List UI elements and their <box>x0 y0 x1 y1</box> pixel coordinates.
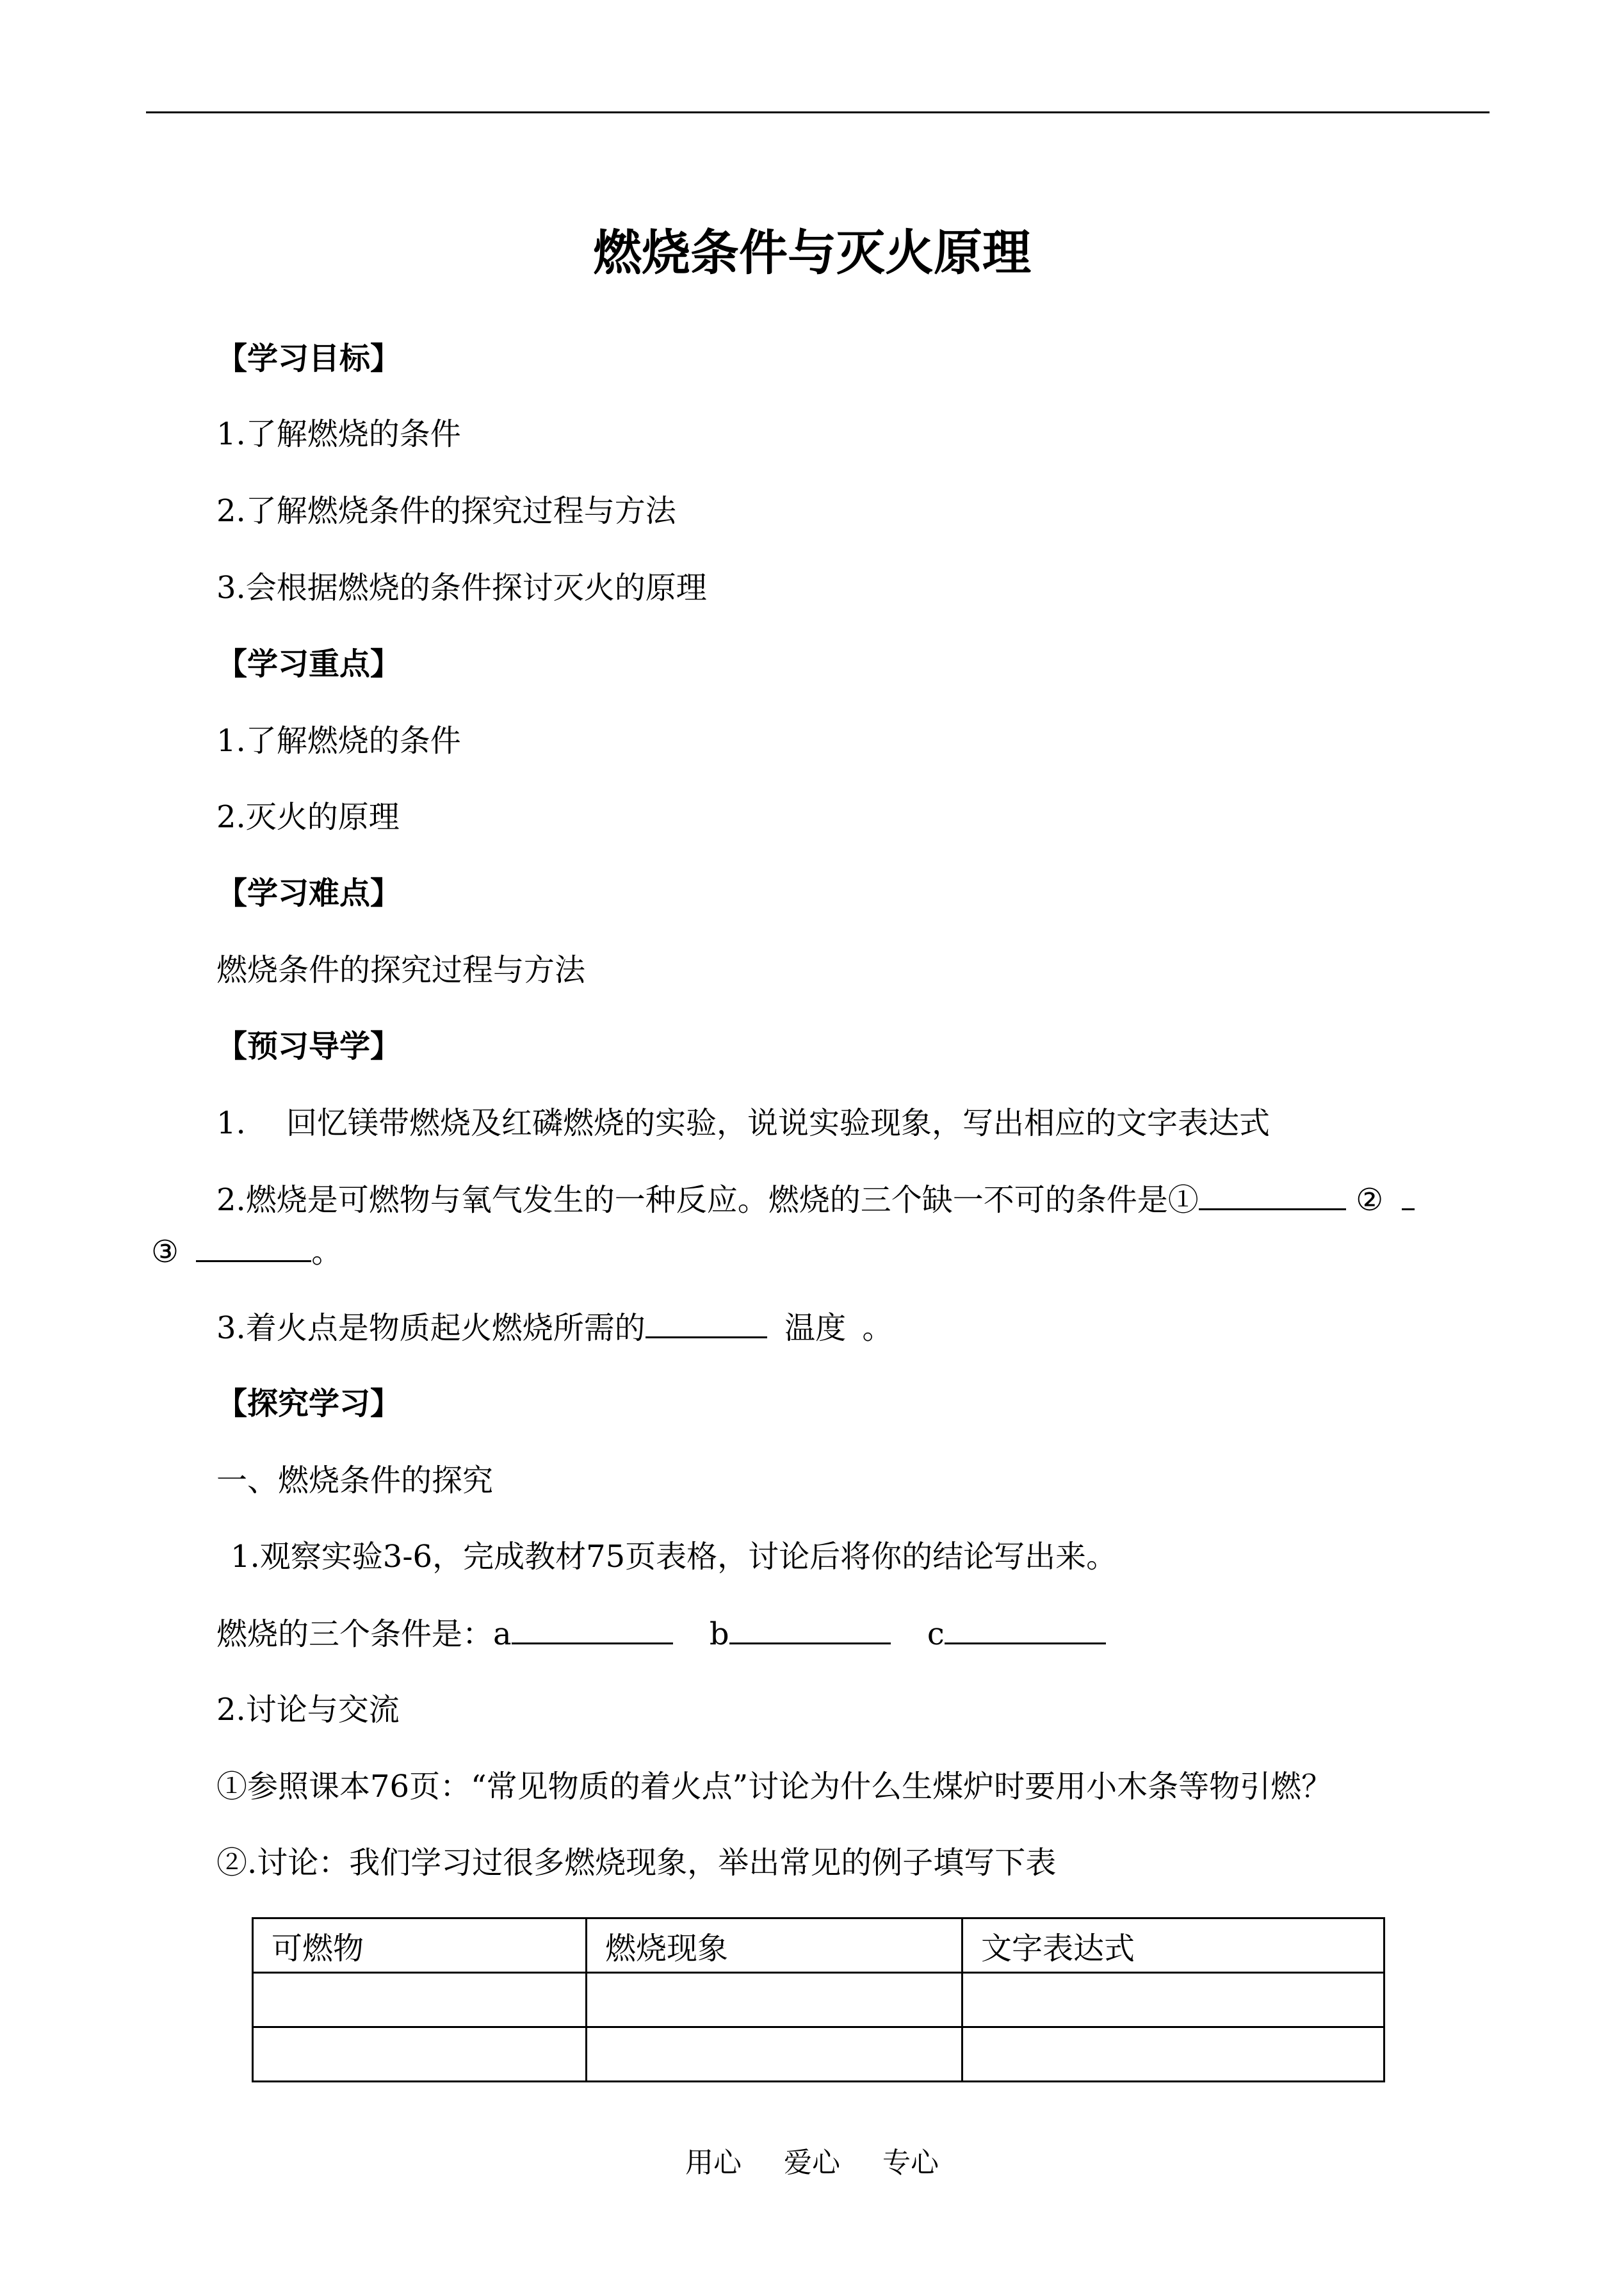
table-header-cell: 可燃物 <box>253 1918 587 1973</box>
difficulty-heading: 【学习难点】 <box>216 875 402 911</box>
key-item: 2.灭火的原理 <box>216 799 400 835</box>
fill-blank[interactable] <box>1199 1180 1346 1210</box>
circle-3: ③ <box>151 1234 179 1270</box>
period: 。 <box>311 1234 343 1270</box>
fill-blank[interactable] <box>512 1614 673 1644</box>
discussion-1: ①参照课本76页：“常见物质的着火点”讨论为什么生煤炉时要用小木条等物引燃？ <box>216 1769 1333 1804</box>
table-header-cell: 文字表达式 <box>962 1918 1384 1973</box>
difficulty-text: 燃烧条件的探究过程与方法 <box>216 952 586 988</box>
goal-item: 3.会根据燃烧的条件探讨灭火的原理 <box>216 570 707 606</box>
answer-word: 温度 <box>784 1310 847 1346</box>
table-cell[interactable] <box>587 2027 962 2082</box>
explore-item-1: 1.观察实验3-6，完成教材75页表格，讨论后将你的结论写出来。 <box>231 1539 1117 1575</box>
explore-heading: 【探究学习】 <box>216 1386 402 1422</box>
discussion-2: ②.讨论：我们学习过很多燃烧现象，举出常见的例子填写下表 <box>216 1845 1057 1881</box>
table-header-cell: 燃烧现象 <box>587 1918 962 1973</box>
table-cell[interactable] <box>587 1973 962 2027</box>
table-cell[interactable] <box>253 2027 587 2082</box>
preview-heading: 【预习导学】 <box>216 1028 402 1064</box>
preview-item-3 <box>216 1308 893 1347</box>
preview-item-2-cont <box>151 1232 342 1271</box>
label-b: b <box>709 1616 729 1652</box>
preview-2-text: 2.燃烧是可燃物与氧气发生的一种反应。燃烧的三个缺一不可的条件是① <box>216 1182 1199 1218</box>
conditions-label: 燃烧的三个条件是：a <box>216 1616 512 1652</box>
combustion-table <box>252 1917 1385 2082</box>
explore-item-2: 2.讨论与交流 <box>216 1692 400 1728</box>
fill-blank[interactable] <box>196 1232 311 1262</box>
explore-subheading: 一、燃烧条件的探究 <box>216 1463 494 1498</box>
preview-3-text: 3.着火点是物质起火燃烧所需的 <box>216 1310 646 1346</box>
table-cell[interactable] <box>962 1973 1384 2027</box>
footer-word: 用心 <box>685 2146 742 2179</box>
table-header-row <box>253 1918 1384 1973</box>
key-item: 1.了解燃烧的条件 <box>216 723 461 759</box>
goals-heading: 【学习目标】 <box>216 341 402 377</box>
fill-blank[interactable] <box>945 1614 1106 1644</box>
goal-item: 2.了解燃烧条件的探究过程与方法 <box>216 493 676 529</box>
table-cell[interactable] <box>253 1973 587 2027</box>
footer-word: 专心 <box>882 2146 939 2179</box>
table-cell[interactable] <box>962 2027 1384 2082</box>
goal-item: 1.了解燃烧的条件 <box>216 416 461 452</box>
period: 。 <box>862 1310 893 1346</box>
page-footer <box>0 2145 1624 2181</box>
preview-item-2 <box>216 1180 1415 1219</box>
fill-blank[interactable] <box>646 1308 767 1338</box>
fill-blank[interactable] <box>1402 1180 1415 1210</box>
footer-word: 爱心 <box>784 2146 840 2179</box>
header-rule <box>146 111 1490 113</box>
preview-item-1: 1. 回忆镁带燃烧及红磷燃烧的实验，说说实验现象，写出相应的文字表达式 <box>216 1105 1271 1141</box>
fill-blank[interactable] <box>729 1614 891 1644</box>
label-c: c <box>927 1616 945 1652</box>
key-heading: 【学习重点】 <box>216 646 402 682</box>
table-row <box>253 2027 1384 2082</box>
table-row <box>253 1973 1384 2027</box>
page-title: 燃烧条件与灭火原理 <box>593 224 1031 281</box>
circle-2: ② <box>1356 1182 1384 1218</box>
three-conditions <box>216 1614 1106 1653</box>
